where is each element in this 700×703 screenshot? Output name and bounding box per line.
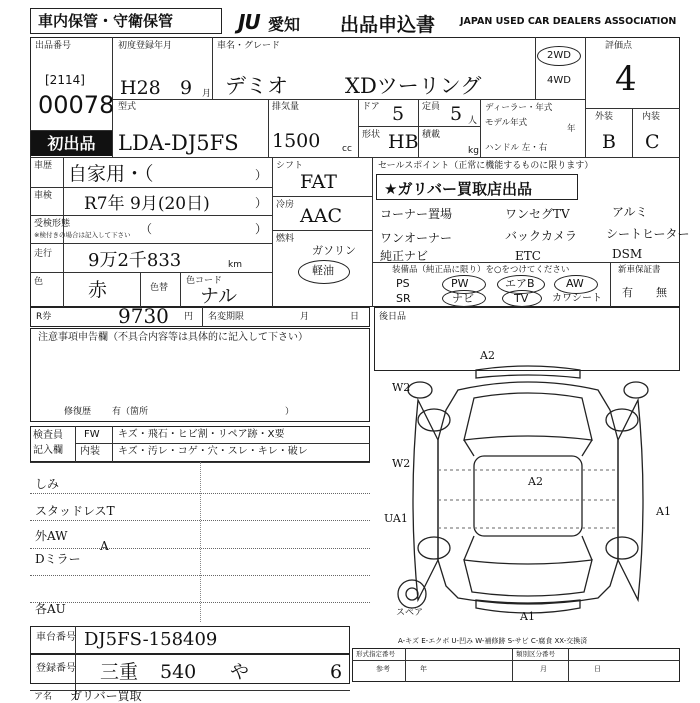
registration-month-unit: 月: [202, 89, 212, 99]
inspection-expiry: R7年 9月(20日): [84, 194, 210, 214]
damage-legend: A-キズ E-エクボ U-凹み W-補修跡 S-サビ C-腐食 XX-交換済: [398, 637, 588, 645]
fuel-diesel: 軽油: [312, 264, 334, 277]
model-spec-label: 形式指定番号: [356, 650, 395, 658]
repair-value: 有（箇所: [112, 407, 149, 417]
warranty-label: 新車保証書: [618, 265, 661, 275]
first-listing-badge: 初出品: [31, 131, 112, 156]
capacity-label: 定員: [422, 102, 441, 112]
plate-day: 日: [594, 665, 601, 673]
color-label: 色: [34, 277, 44, 287]
receiver-open: （: [140, 222, 153, 236]
usage-value: 自家用・（: [68, 163, 154, 185]
receiver-note: ※検付きの場合は記入して下さい: [34, 231, 131, 239]
plate-region: 三重: [100, 661, 139, 683]
registration-era: H28: [120, 77, 161, 99]
name-change-month: 月: [300, 312, 310, 322]
ju-logo: JU: [238, 10, 260, 34]
receiver-close: ）: [255, 222, 268, 236]
capacity-unit: 人: [468, 116, 478, 126]
model-code: LDA-DJ5FS: [118, 131, 239, 155]
damage-mark-rear-bumper: A1: [520, 610, 535, 623]
fuel-label: 燃料: [276, 234, 295, 244]
plate-number: 6: [330, 661, 343, 683]
rating-label: 評価点: [605, 41, 633, 51]
registration-month: 9: [180, 77, 193, 99]
selling-point-8: ETC: [515, 249, 541, 263]
class-number-label: 類別区分番号: [516, 650, 555, 658]
inspector-note-4: Dミラー: [35, 552, 81, 566]
mileage-unit: km: [228, 260, 242, 270]
inspection-label: 車検: [34, 191, 53, 201]
repair-close: ）: [285, 407, 295, 417]
inspector-fw-text: キズ・飛石・ヒビ割・リペア跡・X要: [118, 429, 285, 440]
equipment-navi: ナビ: [452, 292, 474, 305]
load-unit: kg: [468, 146, 479, 156]
selling-point-2: ワンセグTV: [505, 207, 570, 221]
interior-grade: C: [645, 131, 660, 153]
equipment-airbag: エアB: [505, 277, 535, 290]
year-unit: 年: [567, 124, 576, 134]
displacement-label: 排気量: [272, 102, 300, 112]
plate-kana: や: [230, 661, 250, 683]
footer-label: ア名: [34, 692, 53, 702]
doors-value: 5: [392, 103, 405, 125]
repair-label: 修復歴: [64, 407, 92, 417]
damage-mark-front-bumper: A2: [480, 349, 495, 362]
selling-point-9: DSM: [612, 247, 643, 261]
plate-year: 年: [420, 665, 427, 673]
damage-mark-roof: A2: [528, 475, 543, 488]
name-change-label: 名変期限: [208, 312, 245, 322]
receiver-label: 受検形態: [34, 219, 71, 229]
exterior-grade: B: [602, 131, 616, 153]
inspector-entry-label: 記入欄: [33, 445, 63, 456]
shift-value: FAT: [300, 171, 337, 193]
english-title: JAPAN USED CAR DEALERS ASSOCIATION: [460, 16, 677, 27]
equipment-aw: AW: [566, 277, 584, 290]
usage-close: ）: [255, 168, 268, 182]
warranty-yes: 有: [622, 286, 633, 299]
r-ticket-value: 9730: [118, 304, 169, 328]
equipment-pw: PW: [451, 277, 469, 290]
chassis-label: 車台番号: [36, 632, 76, 643]
car-name-label: 車名・グレード: [217, 41, 281, 51]
color-code: ナル: [200, 285, 238, 307]
dealer-label: ディーラー・年式: [485, 103, 553, 113]
load-label: 積載: [422, 130, 441, 140]
registration-label: 初度登録年月: [118, 41, 173, 51]
gulliver-banner: ★ガリバー買取店出品: [384, 180, 532, 198]
drive-2wd: 2WD: [547, 50, 571, 61]
damage-mark-right-rear: A1: [656, 505, 671, 518]
color-code-label: 色コード: [186, 276, 223, 286]
shift-label: シフト: [276, 161, 304, 171]
inspection-close: ）: [255, 196, 268, 210]
fuel-gasoline: ガソリン: [312, 244, 356, 257]
model-year-label: モデル年式: [485, 118, 528, 128]
equipment-sr: SR: [396, 292, 411, 305]
damage-mark-left-rear: UA1: [384, 512, 408, 525]
capacity-value: 5: [450, 103, 463, 125]
selling-points-label: セールスポイント（正常に機能するものに限ります）: [378, 161, 594, 171]
color-value: 赤: [88, 279, 108, 301]
selling-point-6: シートヒーター: [606, 227, 690, 241]
car-damage-diagram: [378, 360, 678, 630]
equipment-label: 装備品（純正品に限り）を○をつけてください: [392, 265, 570, 275]
exterior-label: 外装: [595, 112, 614, 122]
lot-label: 出品番号: [35, 41, 72, 51]
inspector-interior-text: キズ・汚レ・コゲ・穴・スレ・キレ・破レ: [118, 446, 308, 457]
after-sale-label: 後日品: [379, 312, 407, 322]
selling-point-1: コーナー置場: [380, 207, 453, 221]
usage-label: 車歴: [34, 161, 53, 171]
shape-label: 形状: [362, 130, 381, 140]
selling-point-3: アルミ: [612, 205, 648, 219]
shape-value: HB: [388, 131, 419, 153]
plate-class: 540: [160, 661, 197, 683]
car-grade: XDツーリング: [345, 74, 482, 98]
name-change-day: 日: [350, 312, 360, 322]
lot-bracket: [2114]: [45, 73, 85, 87]
chassis-number: DJ5FS-158409: [84, 629, 218, 650]
storage-tag: 車内保管・守衛保管: [38, 12, 174, 30]
r-ticket-row: [30, 304, 370, 328]
inspector-label: 検査員: [33, 430, 63, 441]
lot-number: 00078: [38, 91, 115, 119]
inspector-fw-label: FW: [84, 429, 100, 440]
plate-month: 月: [540, 665, 547, 673]
drive-4wd: 4WD: [547, 75, 571, 86]
notes-label: 注意事項申告欄（不具合内容等は具体的に記入して下さい）: [38, 332, 308, 343]
doors-label: ドア: [362, 102, 380, 112]
color-change-label: 色替: [150, 283, 169, 293]
selling-point-4: ワンオーナー: [380, 231, 453, 245]
inspector-note-6: 各AU: [35, 602, 66, 616]
handle-label: ハンドル 左・右: [485, 143, 548, 153]
plate-label: 登録番号: [36, 663, 76, 674]
footer-value: ガリバー買取: [70, 689, 142, 703]
selling-point-5: バックカメラ: [505, 229, 578, 243]
cooling-label: 冷房: [276, 200, 295, 210]
displacement-value: 1500: [272, 130, 321, 152]
interior-label: 内装: [642, 112, 661, 122]
mileage-value: 9万2千833: [88, 250, 182, 271]
r-ticket-label: R券: [36, 312, 52, 322]
mileage-label: 走行: [34, 249, 53, 259]
warranty-no: 無: [656, 286, 667, 299]
inspector-note-1: しみ: [35, 477, 60, 491]
inspector-interior-label: 内装: [80, 446, 100, 457]
damage-mark-left-door: W2: [392, 457, 411, 470]
displacement-unit: cc: [342, 144, 352, 154]
inspector-note-2: スタッドレスT: [35, 504, 115, 518]
rating-score: 4: [615, 59, 637, 99]
selling-point-7: 純正ナビ: [380, 249, 429, 263]
model-label: 型式: [118, 102, 137, 112]
org-name: 愛知: [268, 15, 301, 34]
r-ticket-unit: 円: [184, 312, 194, 322]
cooling-value: AAC: [300, 205, 342, 227]
equipment-leather: カワシート: [552, 293, 602, 304]
plate-ref: 参考: [376, 665, 390, 673]
inspector-note-3: 外AW: [35, 529, 68, 543]
equipment-tv: TV: [514, 292, 529, 305]
damage-mark-front-left: W2: [392, 381, 411, 394]
spare-tire-label: スペア: [396, 608, 424, 618]
equipment-ps: PS: [396, 277, 410, 290]
car-name: デミオ: [225, 74, 288, 98]
form-title: 出品申込書: [340, 14, 436, 36]
inspector-note-5: A: [100, 539, 109, 553]
